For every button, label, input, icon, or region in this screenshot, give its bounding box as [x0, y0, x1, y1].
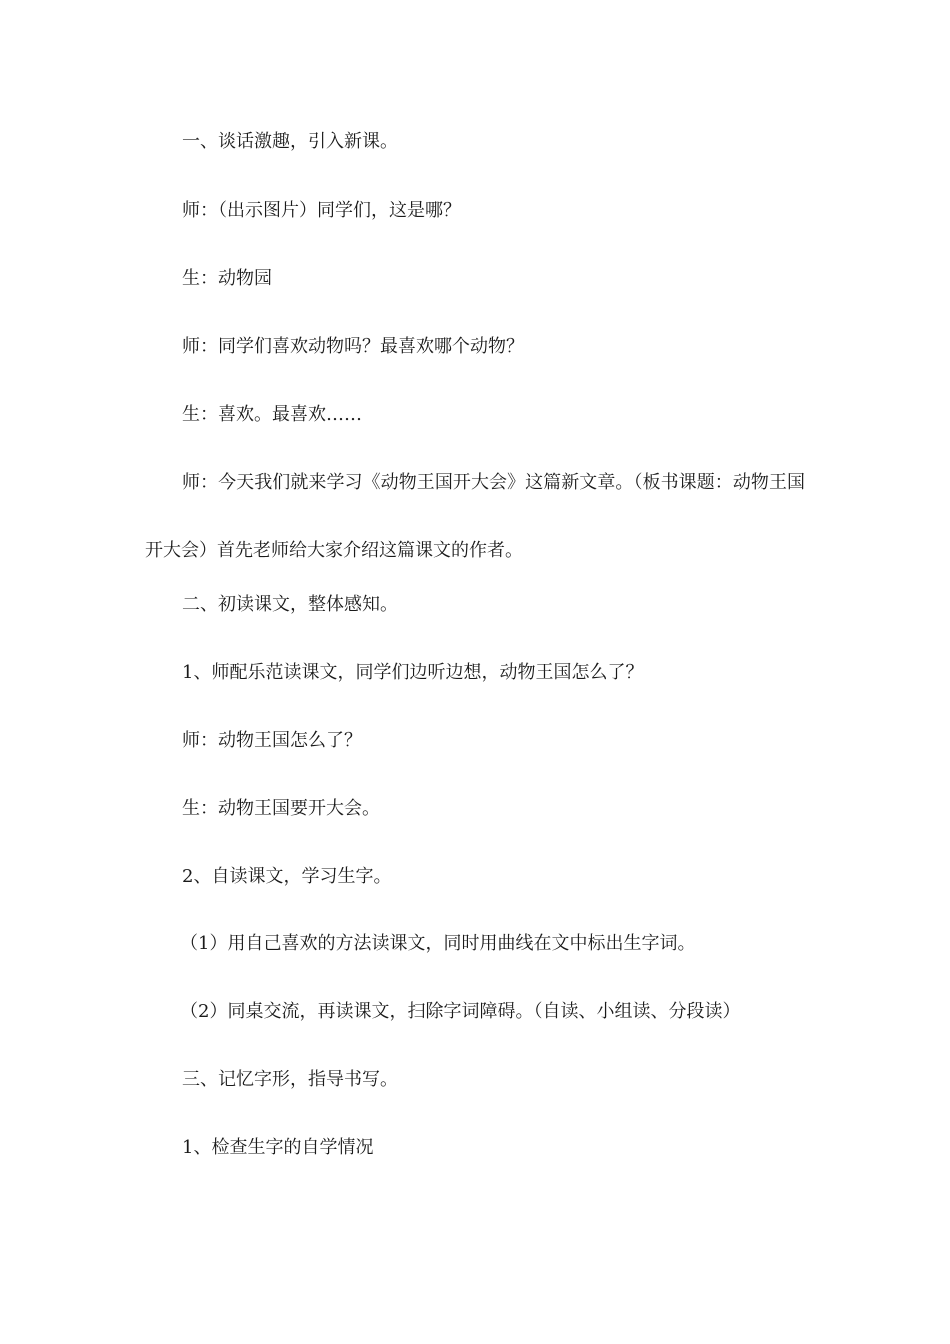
- sub-step-item: （2）同桌交流，再读课文，扫除字词障碍。（自读、小组读、分段读）: [180, 1001, 741, 1022]
- dialogue-line: 生：动物园: [182, 268, 272, 289]
- dialogue-line: 师：同学们喜欢动物吗？最喜欢哪个动物？: [182, 336, 524, 357]
- dialogue-paragraph: 师：今天我们就来学习《动物王国开大会》这篇新文章。（板书课题：动物王国开大会）首先老师给大家介绍这篇课文的作者。: [145, 472, 805, 561]
- step-item: 2、自读课文，学习生字。: [182, 866, 392, 887]
- dialogue-line: 师：（出示图片）同学们，这是哪？: [182, 200, 461, 221]
- step-item: 1、师配乐范读课文，同学们边听边想，动物王国怎么了？: [182, 662, 644, 683]
- section-heading-1: 一、谈话激趣，引入新课。: [182, 131, 398, 152]
- section-heading-3: 三、记忆字形，指导书写。: [182, 1069, 398, 1090]
- sub-step-item: （1）用自己喜欢的方法读课文，同时用曲线在文中标出生字词。: [180, 933, 696, 954]
- dialogue-line: 生：动物王国要开大会。: [182, 798, 380, 819]
- dialogue-line: 生：喜欢。最喜欢……: [182, 404, 362, 425]
- dialogue-line: 师：动物王国怎么了？: [182, 730, 362, 751]
- step-item: 1、检查生字的自学情况: [182, 1137, 374, 1158]
- section-heading-2: 二、初读课文，整体感知。: [182, 594, 398, 615]
